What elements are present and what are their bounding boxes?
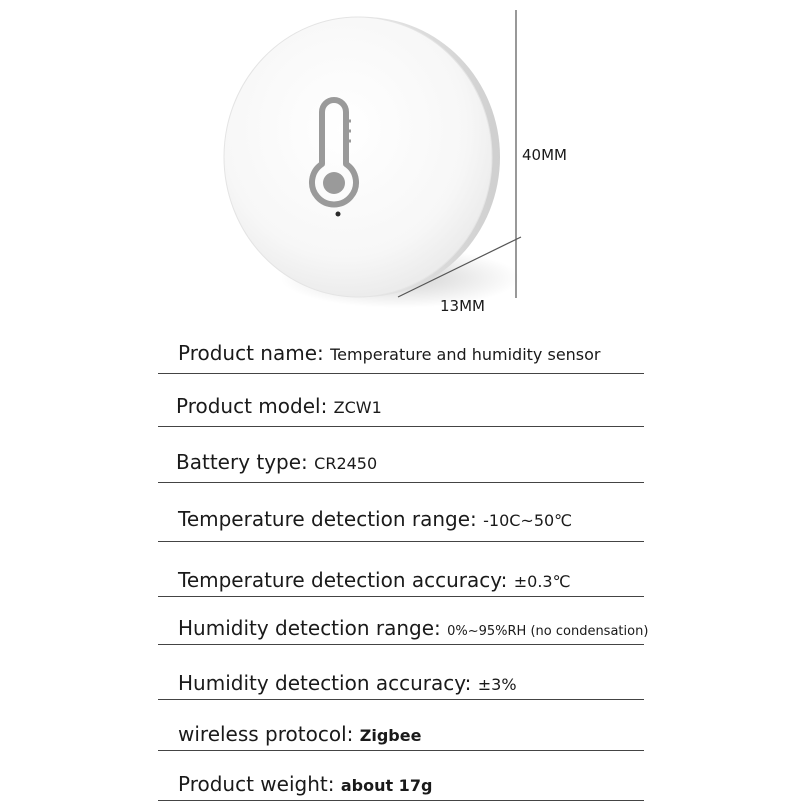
spec-label: Product weight: [178, 772, 341, 796]
spec-row-product-weight [158, 751, 644, 801]
spec-label: Battery type: [176, 450, 315, 474]
spec-row-temperature-range [158, 483, 644, 542]
spec-value: Zigbee [359, 726, 422, 745]
spec-row-humidity-range [158, 597, 649, 645]
spec-row-humidity-accuracy [158, 645, 644, 700]
product-image-area [0, 0, 800, 330]
product-illustration [0, 0, 800, 330]
spec-row-product-model [158, 374, 644, 427]
spec-label: Temperature detection accuracy: [178, 568, 514, 592]
spec-value: about 17g [340, 776, 433, 795]
spec-value: ZCW1 [333, 398, 382, 417]
spec-label: Product model: [176, 394, 334, 418]
spec-value: ±0.3℃ [513, 572, 571, 591]
spec-list [158, 330, 649, 801]
spec-label: Humidity detection accuracy: [178, 671, 478, 695]
spec-row-temperature-accuracy [158, 542, 644, 597]
indicator-led [336, 212, 341, 217]
device-face [224, 17, 492, 297]
spec-value: -10C~50℃ [483, 511, 573, 530]
height-dimension-label: 40MM [522, 146, 567, 164]
spec-label: Humidity detection range: [178, 616, 448, 640]
spec-label: Temperature detection range: [178, 507, 484, 531]
spec-row-wireless-protocol [158, 700, 644, 751]
spec-row-battery-type [158, 427, 644, 483]
spec-label: wireless protocol: [178, 722, 360, 746]
depth-dimension-label: 13MM [440, 297, 485, 315]
spec-value: Temperature and humidity sensor [330, 345, 601, 364]
spec-value: ±3% [477, 675, 517, 694]
spec-value: CR2450 [314, 454, 378, 473]
spec-label: Product name: [178, 341, 331, 365]
spec-row-product-name [158, 330, 644, 374]
spec-value: 0%~95%RH (no condensation) [447, 624, 649, 639]
